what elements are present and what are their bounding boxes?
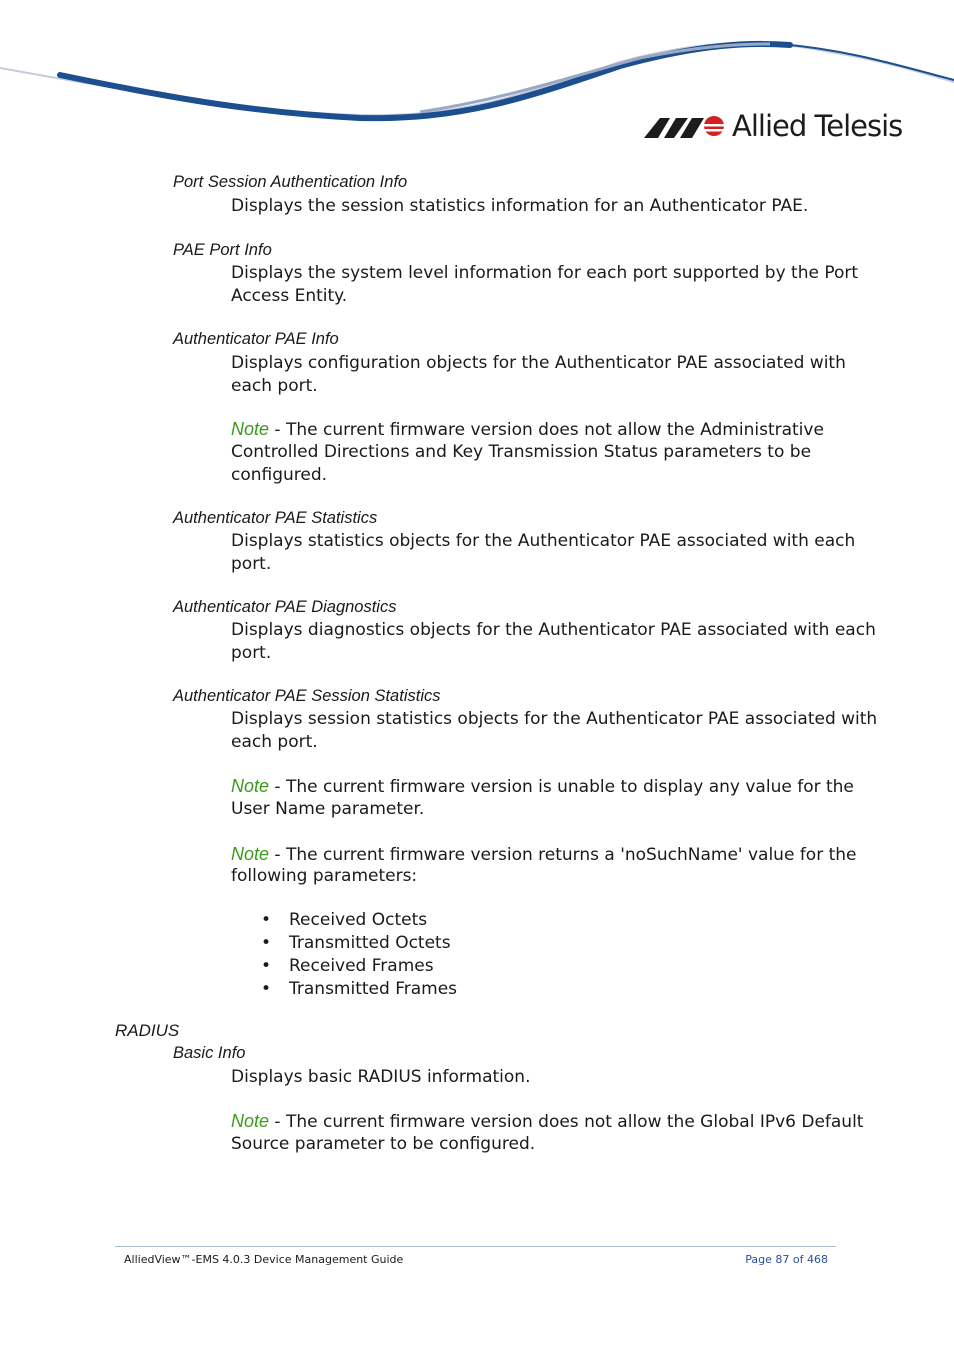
list-item-text: Transmitted Frames [289, 979, 458, 999]
section-description-line: Displays configuration objects for the Authenticator PAE associated with [231, 353, 846, 373]
list-item [261, 978, 457, 1001]
note-text: - The current firmware version does not allow the Administrative [269, 420, 824, 440]
bullet-icon: • [261, 979, 272, 999]
list-item [261, 932, 457, 955]
note-label: Note [231, 776, 270, 796]
footer-page-number: Page 87 of 468 [745, 1253, 828, 1266]
allied-telesis-logo [644, 106, 902, 146]
list-item-text: Received Octets [289, 910, 428, 930]
section-heading: RADIUS [115, 1021, 180, 1040]
section-title: Authenticator PAE Diagnostics [173, 598, 397, 616]
section-title: Authenticator PAE Statistics [173, 509, 378, 527]
section-description-line: Displays session statistics objects for the Authenticator PAE associated with [231, 709, 878, 729]
note-text: - The current firmware version returns a 'noSuchName' value for the [269, 845, 857, 865]
logo-wordmark: Allied Telesis [732, 109, 903, 143]
section-description-line: port. [231, 554, 272, 574]
note-line: Source parameter to be configured. [231, 1134, 536, 1154]
section-description-line: each port. [231, 376, 318, 396]
section-title: Port Session Authentication Info [173, 173, 408, 191]
note-line: Controlled Directions and Key Transmission Status parameters to be [231, 442, 812, 462]
list-item-text: Received Frames [289, 956, 434, 976]
bullet-icon: • [261, 910, 272, 930]
section-description-line: Access Entity. [231, 286, 348, 306]
section-title: Authenticator PAE Info [173, 330, 339, 348]
footer-divider [115, 1246, 836, 1247]
list-item [261, 909, 457, 932]
bullet-icon: • [261, 933, 272, 953]
bullet-list [261, 909, 457, 1001]
section-description-line: port. [231, 643, 272, 663]
note-label: Note [231, 1111, 270, 1131]
note-text: - The current firmware version is unable to display any value for the [269, 777, 854, 797]
bullet-icon: • [261, 956, 272, 976]
page-header [0, 0, 954, 160]
section-description: Displays basic RADIUS information. [231, 1067, 531, 1087]
section-description: Displays the session statistics information for an Authenticator PAE. [231, 196, 809, 216]
note-line: following parameters: [231, 866, 418, 886]
note-line [231, 775, 854, 799]
note-line: User Name parameter. [231, 799, 425, 819]
section-title: Authenticator PAE Session Statistics [173, 687, 441, 705]
note-line [231, 1110, 863, 1134]
section-title: PAE Port Info [173, 241, 272, 259]
note-label: Note [231, 419, 270, 439]
section-description-line: Displays the system level information for each port supported by the Port [231, 263, 859, 283]
note-line: configured. [231, 465, 328, 485]
section-description-line: Displays statistics objects for the Authenticator PAE associated with each [231, 531, 856, 551]
list-item [261, 955, 457, 978]
note-text: - The current firmware version does not allow the Global IPv6 Default [269, 1112, 864, 1132]
footer-document-title: AlliedView™-EMS 4.0.3 Device Management Guide [124, 1253, 404, 1266]
section-description-line: Displays diagnostics objects for the Authenticator PAE associated with each [231, 620, 876, 640]
list-item-text: Transmitted Octets [289, 933, 451, 953]
section-title: Basic Info [173, 1044, 246, 1062]
note-line [231, 843, 857, 867]
logo-mark-icon [644, 112, 726, 140]
note-line [231, 418, 824, 442]
note-label: Note [231, 844, 270, 864]
section-description-line: each port. [231, 732, 318, 752]
